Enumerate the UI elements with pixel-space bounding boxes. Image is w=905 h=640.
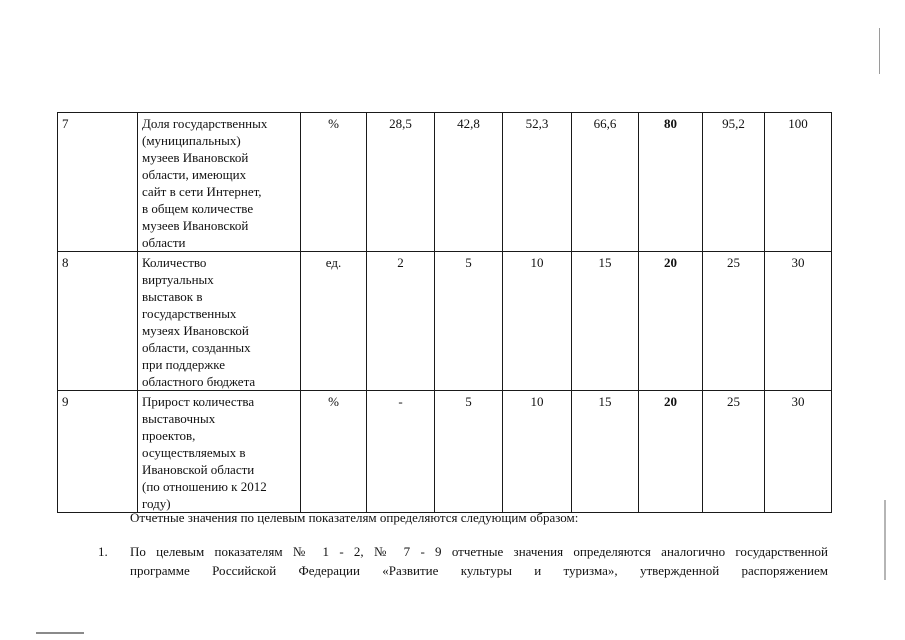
name-line: Прирост количества <box>142 394 255 409</box>
value-cell: 30 <box>765 252 832 391</box>
scan-artifact <box>879 28 880 74</box>
name-line: виртуальных <box>142 272 214 287</box>
value-cell: 66,6 <box>572 113 639 252</box>
value-cell: 15 <box>572 391 639 513</box>
name-line: Ивановской области <box>142 462 255 477</box>
indicator-name <box>138 113 301 252</box>
value-cell: 95,2 <box>703 113 765 252</box>
row-number: 9 <box>58 391 138 513</box>
list-item-line: программе Российской Федерации «Развитие культуры и туризма», утвержденной распоряжением <box>130 563 828 578</box>
name-line: году) <box>142 496 171 511</box>
value-cell: 80 <box>639 113 703 252</box>
value-cell: 5 <box>435 252 503 391</box>
value-cell: 15 <box>572 252 639 391</box>
value-cell: 10 <box>503 252 572 391</box>
scan-artifact <box>884 500 886 580</box>
unit-cell: ед. <box>301 252 367 391</box>
name-line: музеев Ивановской <box>142 218 249 233</box>
value-cell: - <box>367 391 435 513</box>
row-number: 7 <box>58 113 138 252</box>
name-line: выставочных <box>142 411 216 426</box>
name-line: музеев Ивановской <box>142 150 249 165</box>
name-line: области, имеющих <box>142 167 247 182</box>
list-item <box>98 542 828 580</box>
value-cell: 25 <box>703 391 765 513</box>
table-row <box>58 391 832 513</box>
name-line: области <box>142 235 186 250</box>
name-line: осуществляемых в <box>142 445 246 460</box>
table-row <box>58 113 832 252</box>
value-cell: 25 <box>703 252 765 391</box>
unit-cell: % <box>301 113 367 252</box>
name-line: в общем количестве <box>142 201 254 216</box>
value-cell: 42,8 <box>435 113 503 252</box>
name-line: выставок в <box>142 289 203 304</box>
list-item-line: По целевым показателям № 1 - 2, № 7 - 9 отчетные значения определяются аналогично государственной <box>130 544 828 559</box>
value-cell: 20 <box>639 252 703 391</box>
scan-artifact <box>36 632 84 634</box>
name-line: области, созданных <box>142 340 251 355</box>
name-line: музеях Ивановской <box>142 323 249 338</box>
table-row <box>58 252 832 391</box>
name-line: при поддержке <box>142 357 225 372</box>
indicators-table <box>57 112 832 513</box>
name-line: государственных <box>142 306 237 321</box>
name-line: проектов, <box>142 428 196 443</box>
list-marker: 1. <box>98 544 108 559</box>
indicator-name <box>138 391 301 513</box>
reporting-note: Отчетные значения по целевым показателям определяются следующим образом: <box>130 510 579 525</box>
value-cell: 28,5 <box>367 113 435 252</box>
value-cell: 30 <box>765 391 832 513</box>
list-item-text <box>130 542 828 580</box>
value-cell: 100 <box>765 113 832 252</box>
value-cell: 52,3 <box>503 113 572 252</box>
unit-cell: % <box>301 391 367 513</box>
name-line: Доля государственных <box>142 116 268 131</box>
value-cell: 5 <box>435 391 503 513</box>
value-cell: 2 <box>367 252 435 391</box>
value-cell: 10 <box>503 391 572 513</box>
value-cell: 20 <box>639 391 703 513</box>
name-line: сайт в сети Интернет, <box>142 184 262 199</box>
name-line: Количество <box>142 255 207 270</box>
indicator-name <box>138 252 301 391</box>
row-number: 8 <box>58 252 138 391</box>
name-line: областного бюджета <box>142 374 256 389</box>
name-line: (по отношению к 2012 <box>142 479 267 494</box>
name-line: (муниципальных) <box>142 133 241 148</box>
